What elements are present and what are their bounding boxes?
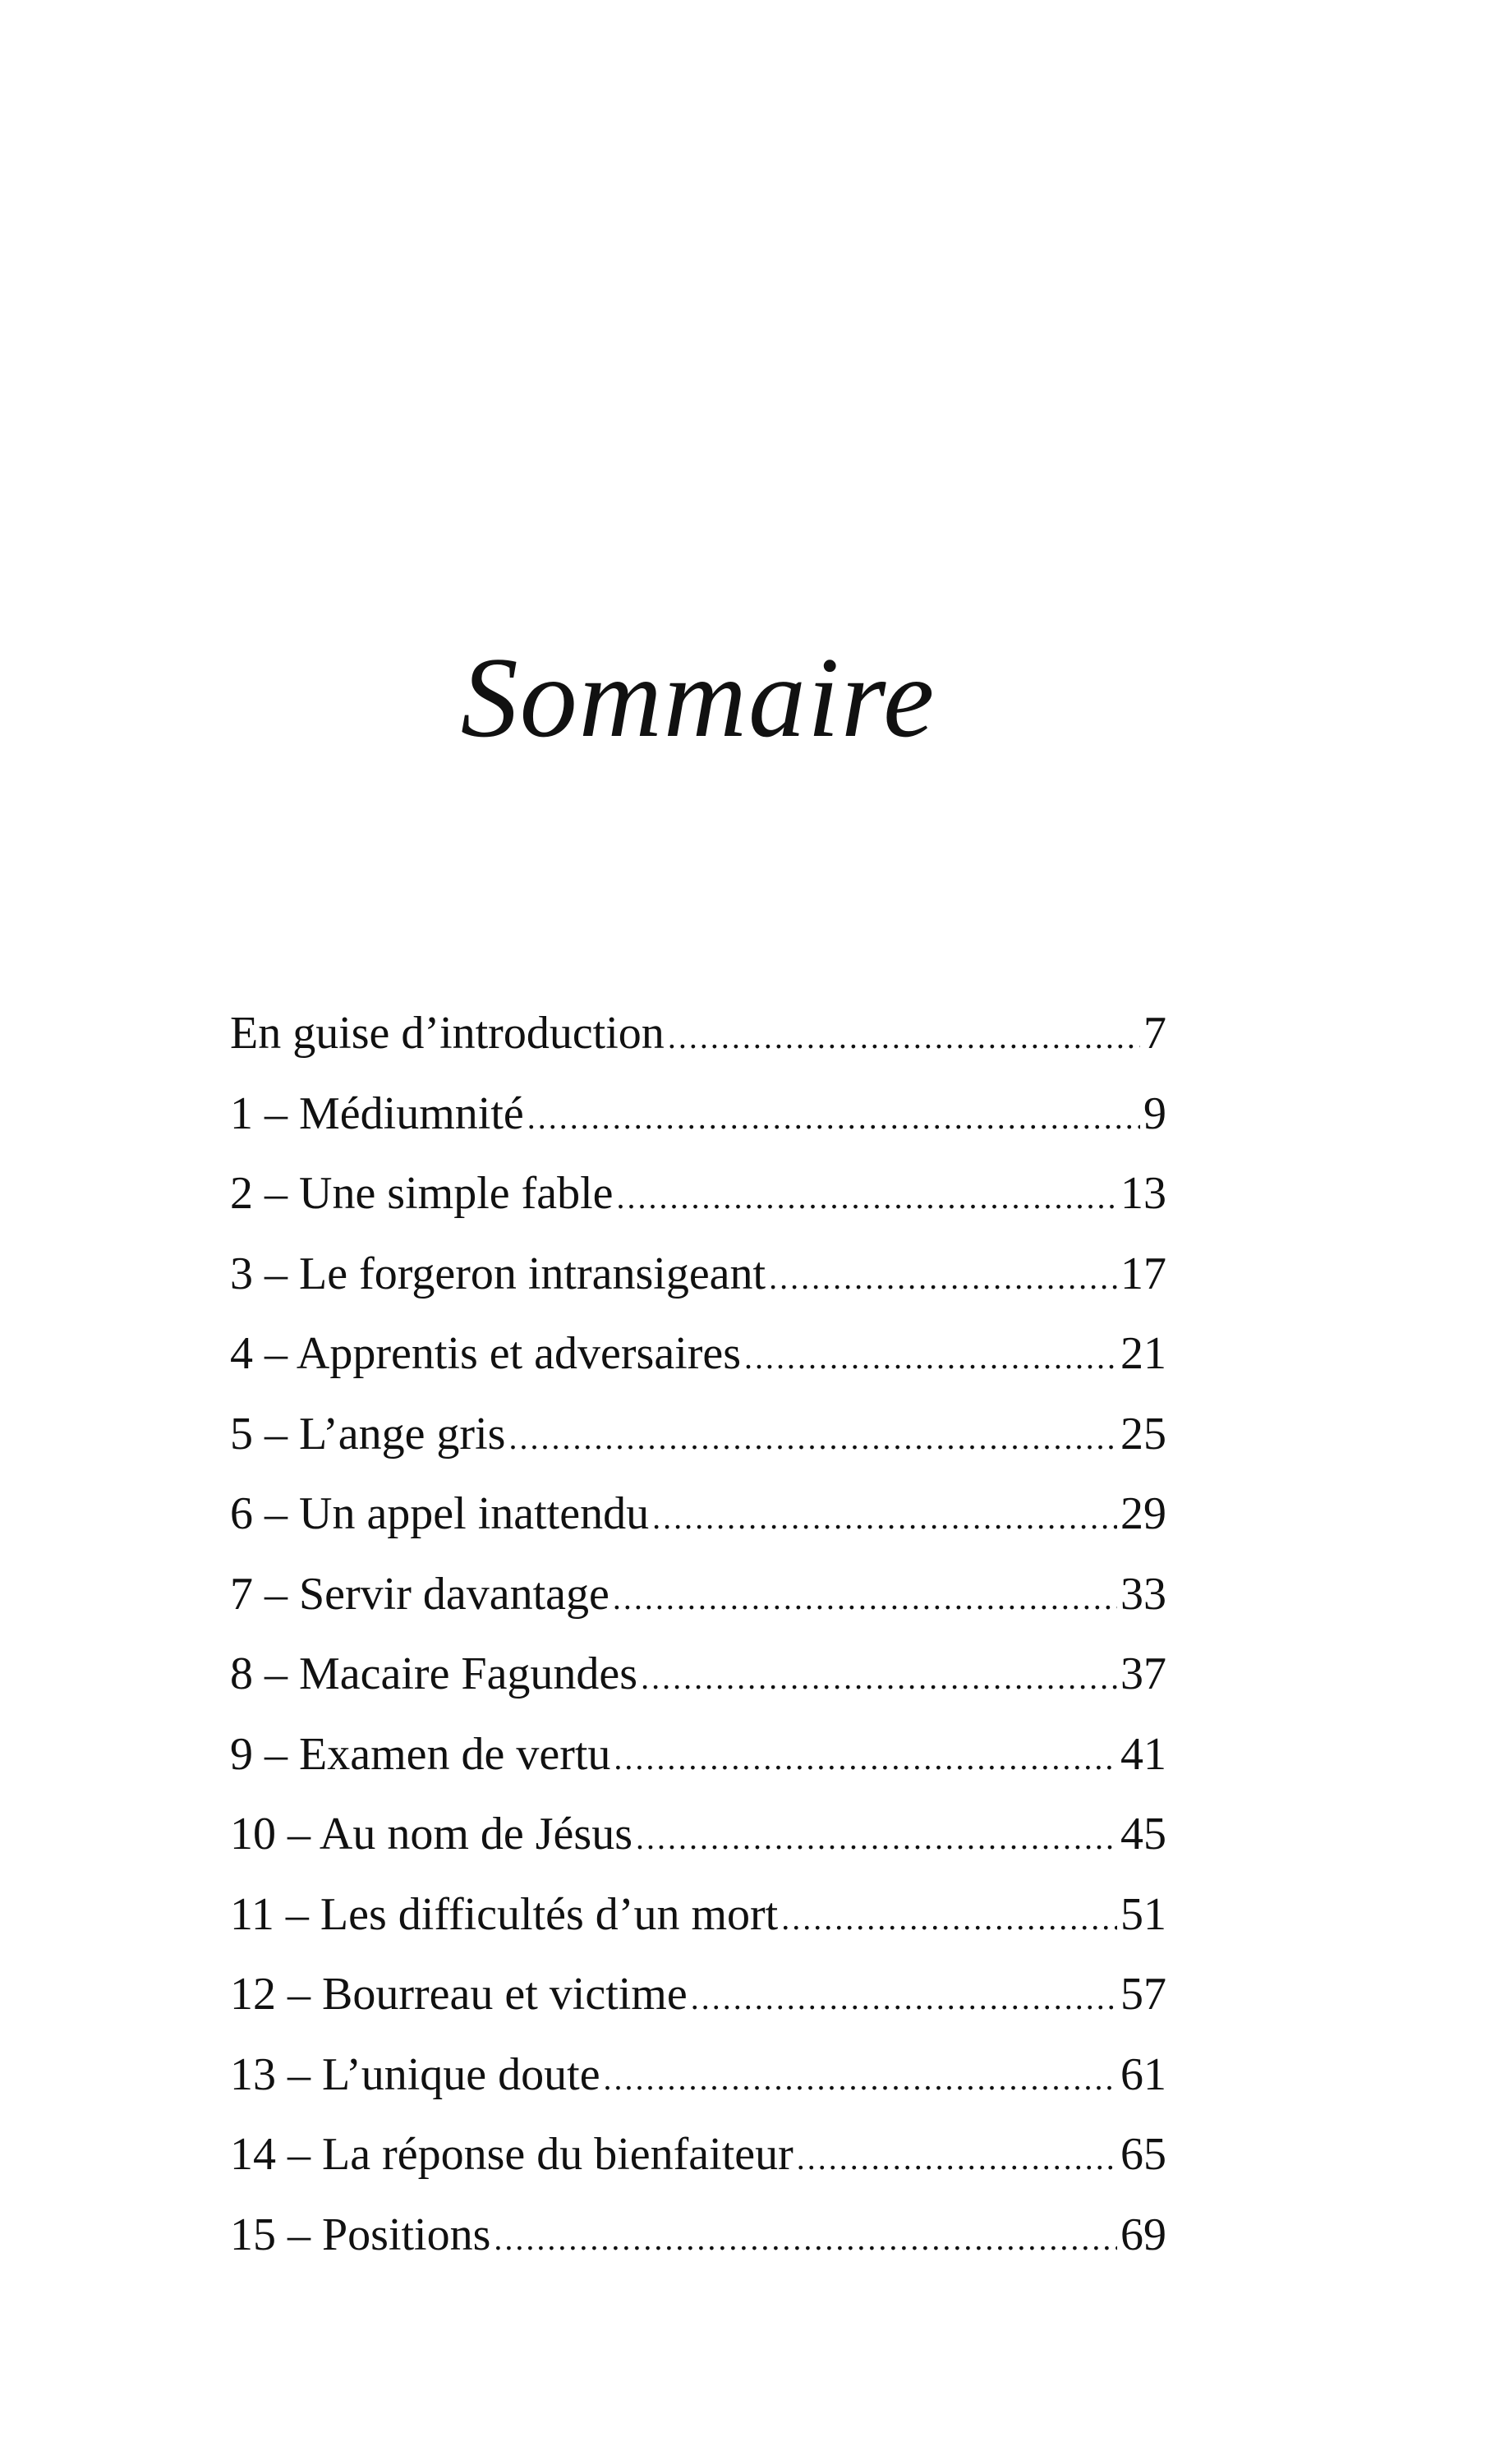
toc-entry — [230, 1314, 1166, 1395]
toc-entry-page: 61 — [1120, 2048, 1166, 2100]
dot-leader — [668, 997, 1140, 1074]
toc-entry-label: 13 – L’unique doute — [230, 2048, 600, 2100]
toc-entry — [230, 1634, 1166, 1715]
toc-entry-label: 6 – Un appel inattendu — [230, 1488, 650, 1539]
toc-entry-label: 10 – Au nom de Jésus — [230, 1809, 632, 1859]
dot-leader — [617, 1157, 1117, 1234]
toc-entry-page: 37 — [1120, 1648, 1166, 1699]
toc-entry — [230, 2115, 1166, 2195]
dot-leader — [508, 1398, 1117, 1475]
dot-leader — [652, 1478, 1117, 1555]
table-of-contents — [230, 994, 1166, 2275]
toc-entry-page: 57 — [1120, 1969, 1166, 2020]
toc-entry-page: 33 — [1120, 1568, 1166, 1620]
dot-leader — [604, 2039, 1117, 2116]
toc-entry-page: 13 — [1120, 1168, 1166, 1219]
dot-leader — [797, 2118, 1117, 2195]
dot-leader — [636, 1798, 1117, 1875]
toc-entry — [230, 1555, 1166, 1635]
toc-entry-page: 51 — [1120, 1888, 1166, 1940]
dot-leader — [744, 1317, 1117, 1395]
toc-entry-label: 7 – Servir davantage — [230, 1568, 610, 1620]
toc-entry-label: 1 – Médiumnité — [230, 1087, 524, 1139]
toc-entry — [230, 1715, 1166, 1795]
toc-entry-page: 7 — [1143, 1008, 1166, 1059]
dot-leader — [641, 1638, 1117, 1715]
toc-entry-page: 29 — [1120, 1488, 1166, 1539]
toc-entry — [230, 994, 1166, 1074]
toc-entry-page: 21 — [1120, 1328, 1166, 1379]
toc-entry — [230, 1955, 1166, 2035]
dot-leader — [614, 1718, 1117, 1795]
toc-entry — [230, 1074, 1166, 1155]
toc-entry-label: 15 – Positions — [230, 2209, 491, 2260]
toc-entry-label: 5 – L’ange gris — [230, 1408, 506, 1460]
toc-entry-page: 17 — [1120, 1248, 1166, 1299]
toc-entry-label: 8 – Macaire Fagundes — [230, 1648, 638, 1699]
toc-entry-page: 65 — [1120, 2129, 1166, 2180]
toc-entry — [230, 1395, 1166, 1475]
dot-leader — [613, 1558, 1117, 1635]
toc-entry-label: 4 – Apprentis et adversaires — [230, 1328, 742, 1379]
toc-entry — [230, 2035, 1166, 2116]
toc-entry — [230, 1875, 1166, 1956]
toc-entry-page: 45 — [1120, 1809, 1166, 1859]
toc-entry-label: En guise d’introduction — [230, 1008, 665, 1059]
toc-entry-label: 14 – La réponse du bienfaiteur — [230, 2129, 794, 2180]
toc-entry-label: 9 – Examen de vertu — [230, 1728, 611, 1780]
toc-entry — [230, 1474, 1166, 1555]
toc-entry-label: 3 – Le forgeron intransigeant — [230, 1248, 766, 1299]
toc-entry — [230, 1154, 1166, 1234]
toc-entry — [230, 1234, 1166, 1315]
toc-entry-page: 9 — [1143, 1087, 1166, 1139]
toc-entry-label: 2 – Une simple fable — [230, 1168, 614, 1219]
page-title: Sommaire — [460, 634, 936, 761]
toc-entry-page: 25 — [1120, 1408, 1166, 1460]
toc-entry — [230, 1795, 1166, 1875]
dot-leader — [781, 1878, 1117, 1956]
dot-leader — [494, 2199, 1117, 2276]
dot-leader — [769, 1238, 1117, 1315]
dot-leader — [527, 1078, 1140, 1155]
toc-entry-page: 41 — [1120, 1728, 1166, 1780]
dot-leader — [691, 1958, 1117, 2035]
toc-entry-page: 69 — [1120, 2209, 1166, 2260]
toc-entry — [230, 2195, 1166, 2276]
toc-entry-label: 12 – Bourreau et victime — [230, 1969, 688, 2020]
toc-entry-label: 11 – Les difficultés d’un mort — [230, 1888, 779, 1940]
